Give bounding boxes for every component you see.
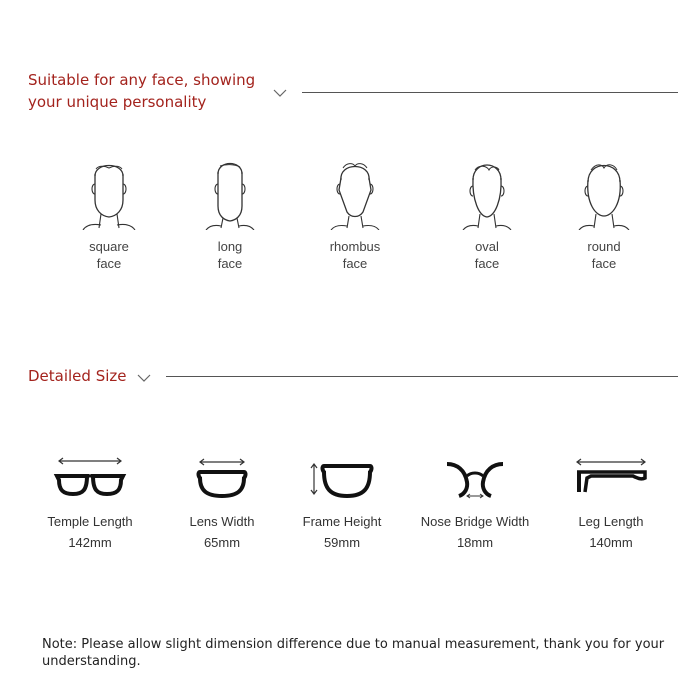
face-label-line1: long: [217, 239, 243, 254]
measure-label: Nose Bridge Width: [420, 514, 530, 529]
face-label-line2: face: [217, 256, 243, 271]
measure-temple-length: [25, 456, 155, 550]
measure-leg-length: [546, 456, 676, 550]
face-label-line1: rhombus: [329, 239, 381, 254]
measure-value: 65mm: [203, 535, 241, 550]
long-face-icon: [200, 154, 260, 230]
temple-length-icon: [53, 456, 127, 500]
face-label-line1: round: [587, 239, 621, 254]
face-label-line2: face: [342, 256, 368, 271]
face-rhombus: [315, 154, 395, 272]
face-label-line1: oval: [475, 239, 499, 254]
leg-length-icon: [571, 456, 651, 500]
oval-face-icon: [457, 154, 517, 230]
face-label-line2: face: [591, 256, 617, 271]
face-round: [564, 154, 644, 272]
rhombus-face-icon: [325, 154, 385, 230]
faces-title-line1: Suitable for any face, showing: [28, 71, 256, 89]
measure-label: Lens Width: [189, 514, 255, 529]
faces-section-title: [28, 69, 255, 113]
measure-label: Temple Length: [47, 514, 133, 529]
square-face-icon: [79, 154, 139, 230]
faces-divider: [302, 92, 678, 93]
size-divider: [166, 376, 678, 377]
lens-width-icon: [192, 456, 252, 500]
frame-height-icon: [308, 456, 376, 500]
measure-value: 18mm: [456, 535, 494, 550]
size-section-title: Detailed Size: [28, 367, 127, 385]
measure-value: 59mm: [323, 535, 361, 550]
face-label-line1: square: [89, 239, 129, 254]
nose-bridge-icon: [445, 456, 505, 500]
face-label-line2: face: [96, 256, 122, 271]
chevron-down-icon[interactable]: [273, 88, 287, 98]
measure-nose-bridge-width: [410, 456, 540, 550]
measure-frame-height: [277, 456, 407, 550]
measure-value: 140mm: [589, 535, 633, 550]
measure-lens-width: [157, 456, 287, 550]
measurement-note: Note: Please allow slight dimension difference due to manual measurement, thank you for your understanding.: [42, 637, 665, 669]
chevron-down-icon[interactable]: [137, 373, 151, 383]
measure-label: Frame Height: [302, 514, 382, 529]
face-long: [190, 154, 270, 272]
round-face-icon: [574, 154, 634, 230]
face-label-line2: face: [474, 256, 500, 271]
face-oval: [447, 154, 527, 272]
faces-title-line2: your unique personality: [28, 93, 207, 111]
measure-value: 142mm: [68, 535, 112, 550]
measure-label: Leg Length: [578, 514, 644, 529]
face-square: [69, 154, 149, 272]
